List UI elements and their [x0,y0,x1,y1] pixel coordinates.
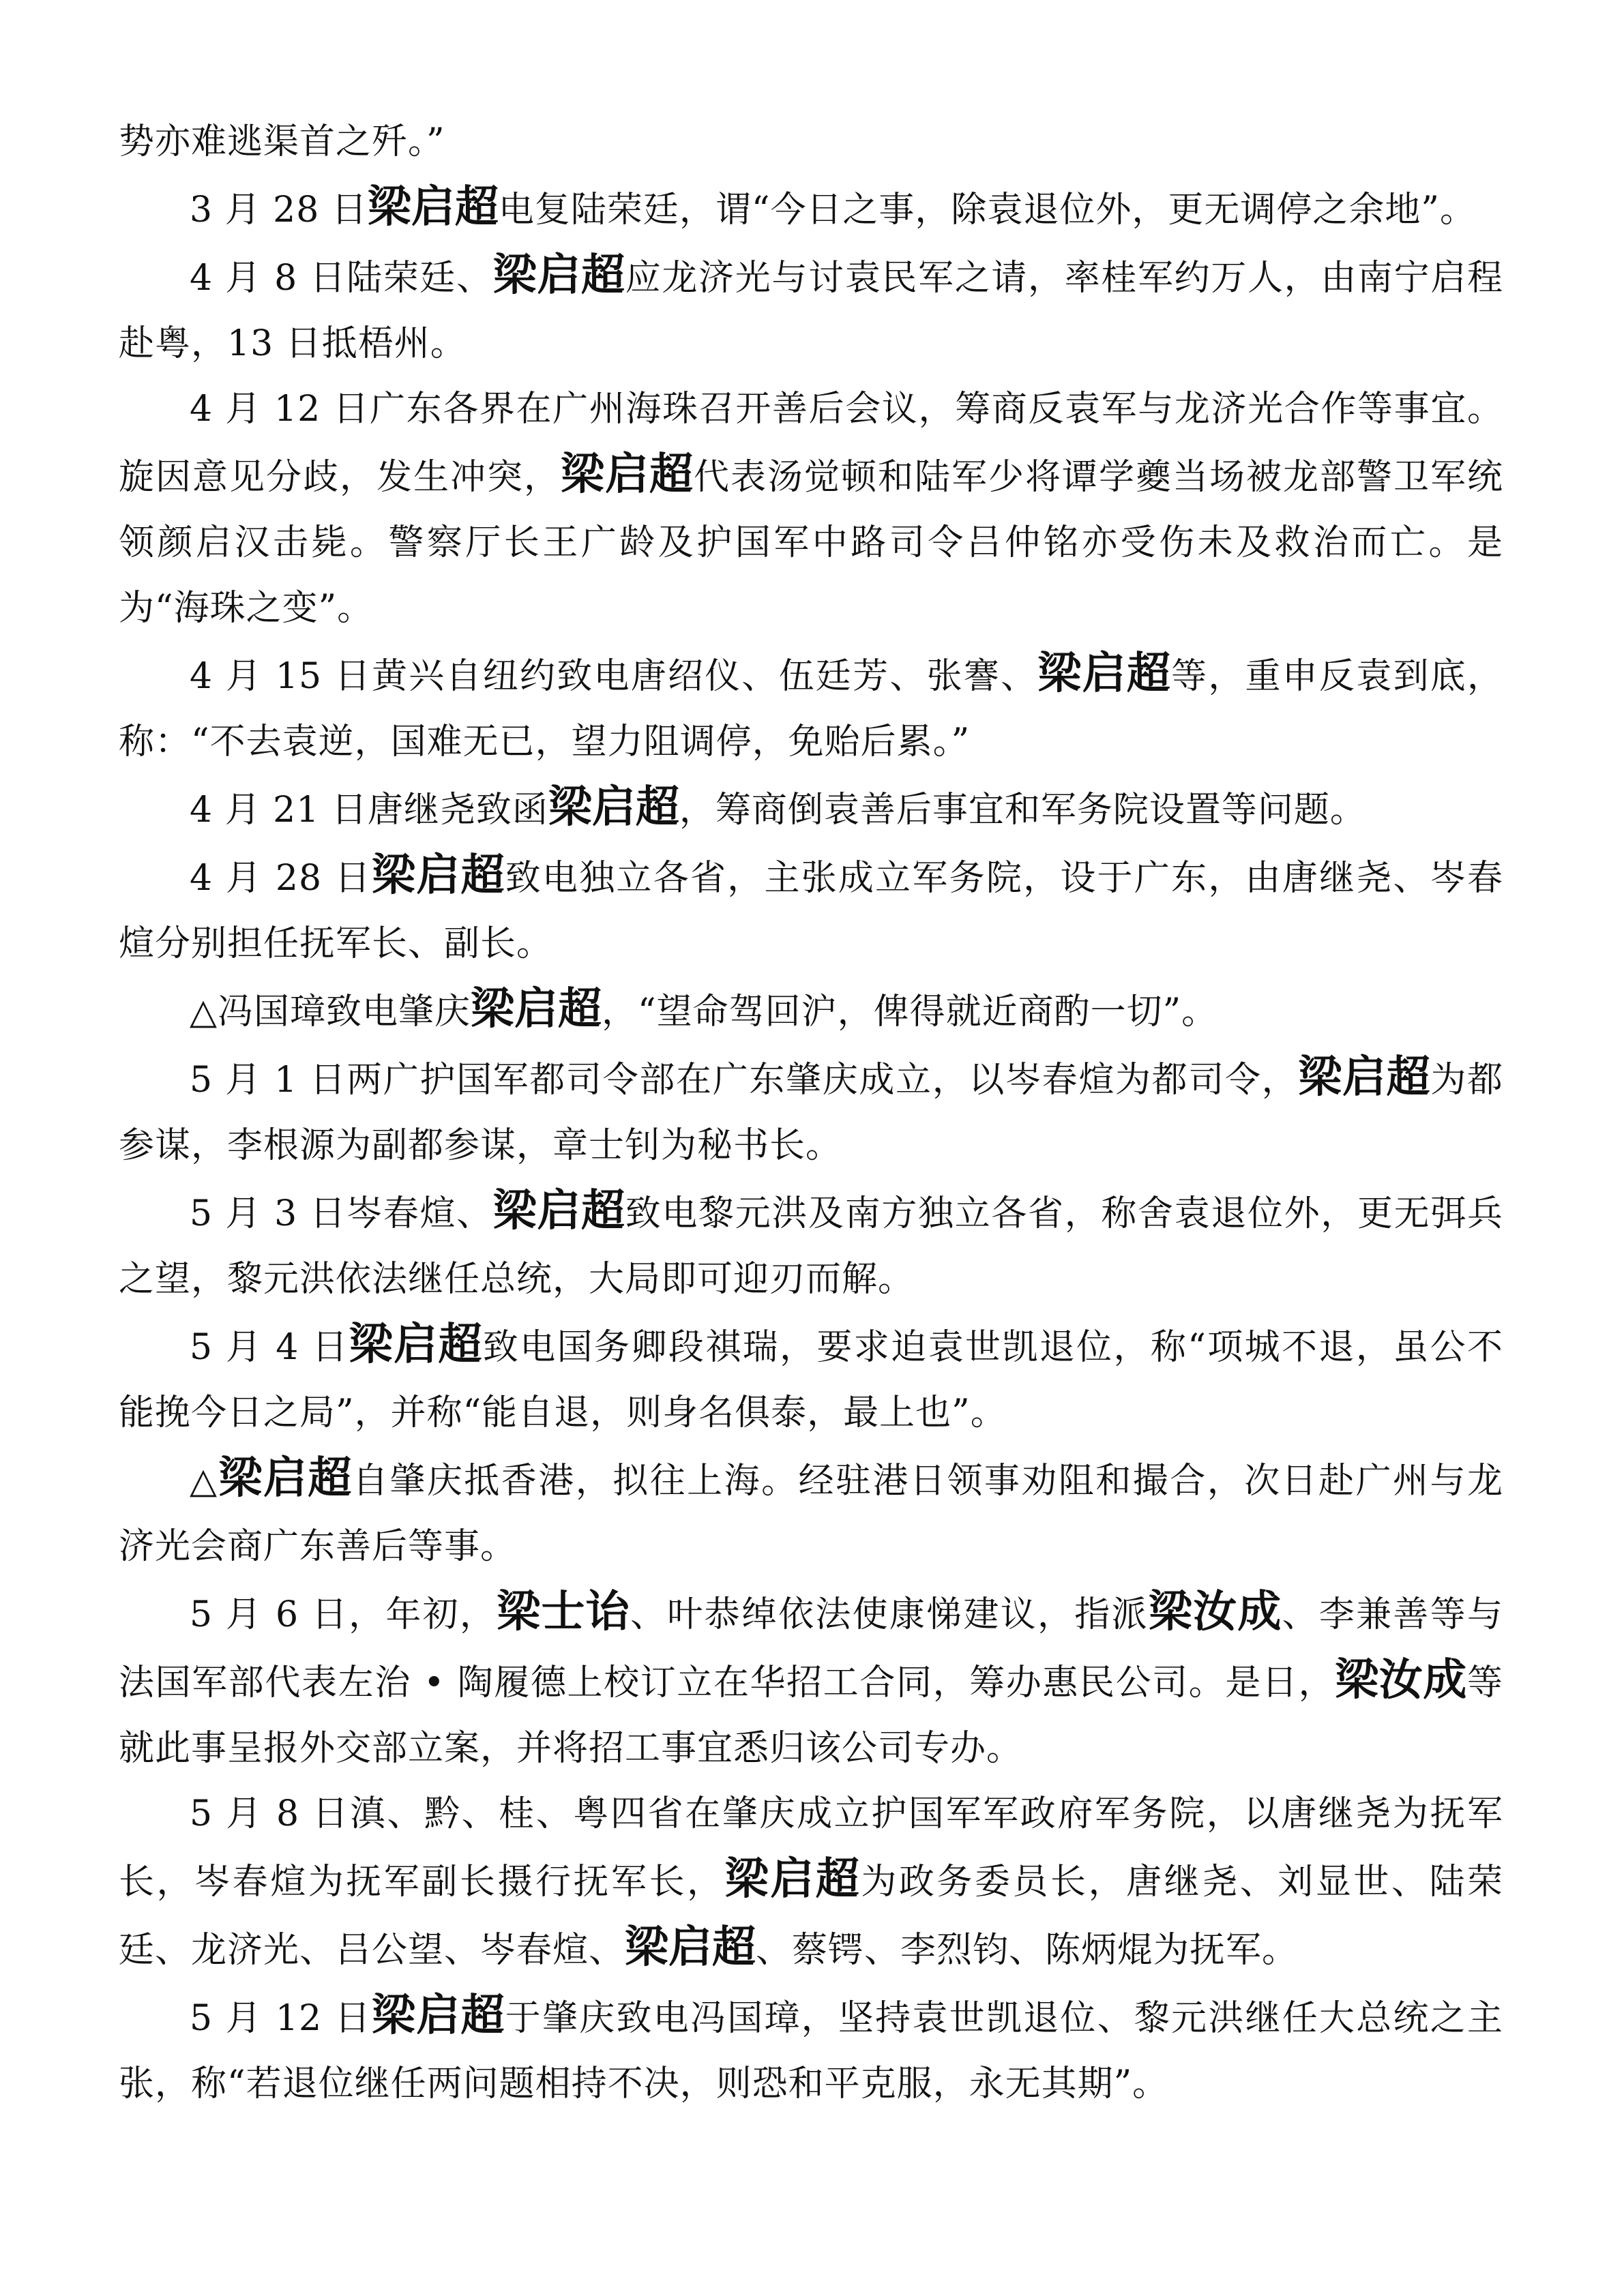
text-segment: 5 月 4 日 [190,1327,349,1368]
text-segment: 电复陆荣廷，谓“今日之事，除袁退位外，更无调停之余地”。 [498,190,1477,230]
text-segment: 致电黎元洪及南方独立各省，称舍袁退位外，更无弭兵之望，黎元洪依法继任总统，大局即可迎刃而解。 [119,1193,1503,1300]
text-segment: 4 月 28 日 [190,858,372,899]
paragraph-14 [119,1983,1503,2117]
paragraph-13 [119,1781,1503,1983]
highlighted-name: 梁启超 [218,1453,353,1504]
paragraph-1 [119,175,1503,243]
text-segment: 5 月 8 日滇、黔、桂、粤四省在肇庆成立护国军军政府军务院，以唐继尧为抚军长，岑春煊为抚军副长摄行抚军长， [119,1793,1503,1903]
paragraph-11 [119,1446,1503,1579]
text-segment: 为政务委员长，唐继尧、刘显世、陆荣廷、龙济光、吕公望、岑春煊、 [119,1862,1504,1971]
document-page [119,109,1503,2117]
text-segment: 势亦难逃渠首之歼。” [119,121,445,162]
text-segment: 等就此事呈报外交部立案，并将招工事宜悉归该公司专办。 [119,1663,1504,1769]
highlighted-name: 梁启超 [1037,648,1172,699]
text-segment: 应龙济光与讨袁民军之请，率桂军约万人，由南宁启程赴粤，13 日抵梧州。 [119,258,1503,364]
text-segment: △冯国璋致电肇庆 [190,992,471,1032]
highlighted-name: 梁启超 [372,850,505,901]
paragraph-9 [119,1178,1503,1312]
paragraph-4 [119,641,1503,775]
text-segment: 3 月 28 日 [190,190,368,230]
text-segment: 4 月 8 日陆荣廷、 [190,258,493,299]
paragraph-8 [119,1045,1503,1178]
text-segment: 代表汤觉顿和陆军少将谭学夔当场被龙部警卫军统领颜启汉击毙。警察厅长王广龄及护国军中路司令吕仲铭亦受伤未及救治而亡。是为“海珠之变”。 [119,457,1503,629]
text-segment: 为都参谋，李根源为副都参谋，章士钊为秘书长。 [119,1060,1503,1166]
highlighted-name: 梁汝成 [1335,1655,1467,1705]
text-segment: 4 月 12 日广东各界在广州海珠召开善后会议，筹商反袁军与龙济光合作等事宜。旋因意见分歧，发生冲突， [119,389,1503,498]
highlighted-name: 梁启超 [724,1854,861,1905]
paragraph-7 [119,976,1503,1045]
highlighted-name: 梁汝成 [1148,1587,1282,1637]
text-segment: 、叶恭绰依法使康悌建议，指派 [630,1594,1149,1635]
text-segment: 、蔡锷、李烈钧、陈炳焜为抚军。 [756,1930,1299,1971]
highlighted-name: 梁启超 [548,782,679,833]
text-segment: 自肇庆抵香港，拟往上海。经驻港日领事劝阻和撮合，次日赴广州与龙济光会商广东善后等事。 [119,1461,1503,1567]
text-segment: 、李兼善等与法国军部代表左治 • 陶履德上校订立在华招工合同，筹办惠民公司。是日， [119,1594,1503,1703]
paragraph-6 [119,843,1503,976]
text-segment: ，“望命驾回沪，俾得就近商酌一切”。 [602,992,1218,1032]
text-segment: 于肇庆致电冯国璋，坚持袁世凯退位、黎元洪继任大总统之主张，称“若退位继任两问题相持不决，则恐和平克服，永无其期”。 [119,1998,1503,2104]
paragraph-3 [119,376,1503,641]
paragraph-2 [119,243,1503,376]
text-segment: 5 月 12 日 [190,1998,372,2039]
text-segment: ，筹商倒袁善后事宜和军务院设置等问题。 [679,790,1366,831]
highlighted-name: 梁启超 [625,1922,756,1973]
text-segment: 致电独立各省，主张成立军务院，设于广东，由唐继尧、岑春煊分别担任抚军长、副长。 [119,858,1503,964]
highlighted-name: 梁启超 [492,1186,625,1236]
text-segment: 5 月 1 日两广护国军都司令部在广东肇庆成立，以岑春煊为都司令， [190,1060,1299,1101]
text-segment: 5 月 3 日岑春煊、 [190,1193,493,1234]
highlighted-name: 梁启超 [1298,1052,1431,1103]
paragraph-0 [119,109,1503,175]
text-segment: 5 月 6 日，年初， [190,1594,497,1635]
text-segment: 等，重申反袁到底，称：“不去袁逆，国难无已，望力阻调停，免贻后累。” [119,656,1503,762]
highlighted-name: 梁启超 [471,984,602,1034]
text-segment: 4 月 21 日唐继尧致函 [190,790,548,831]
text-segment: △ [190,1461,219,1502]
highlighted-name: 梁启超 [367,182,499,233]
highlighted-name: 梁启超 [561,449,694,500]
highlighted-name: 梁启超 [372,1991,505,2041]
highlighted-name: 梁启超 [349,1320,483,1370]
highlighted-name: 梁启超 [492,250,625,301]
text-segment: 致电国务卿段祺瑞，要求迫袁世凯退位，称“项城不退，虽公不能挽今日之局”，并称“能自退，则身名俱泰，最上也”。 [119,1327,1503,1433]
highlighted-name: 梁士诒 [497,1587,631,1637]
text-segment: 4 月 15 日黄兴自纽约致电唐绍仪、伍廷芳、张謇、 [190,656,1038,697]
paragraph-5 [119,775,1503,843]
paragraph-10 [119,1312,1503,1446]
paragraph-12 [119,1579,1503,1781]
